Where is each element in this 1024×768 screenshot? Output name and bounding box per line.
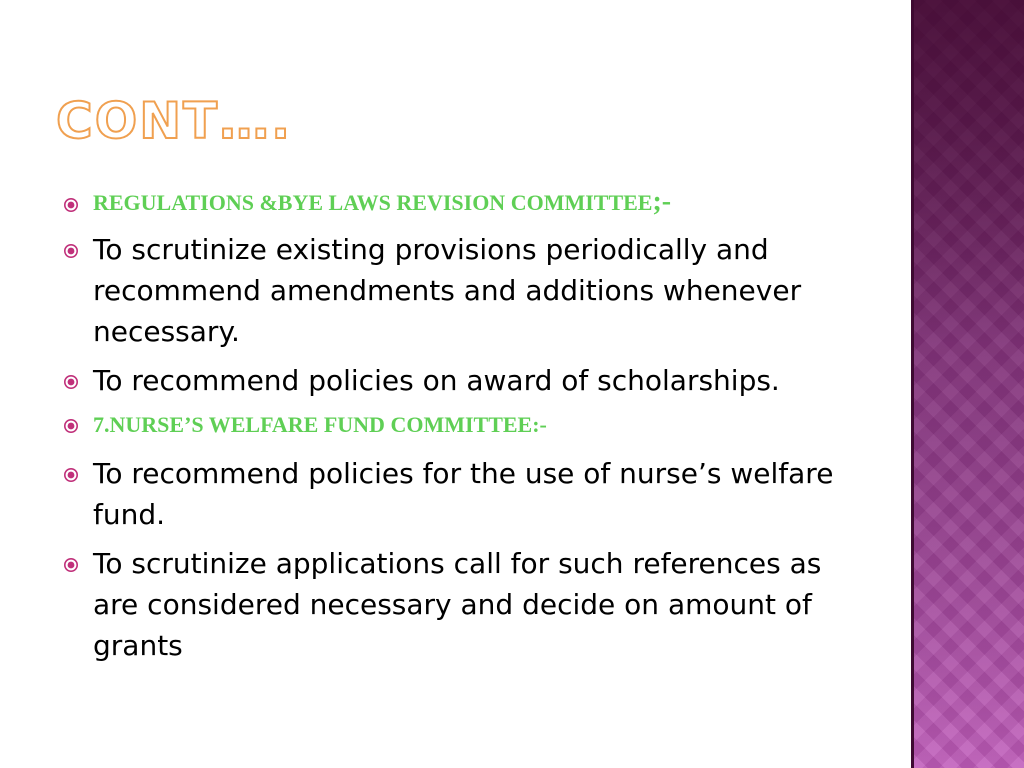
slide-title: CONT…. <box>56 92 293 150</box>
circle-bullet-icon <box>63 418 79 434</box>
list-item <box>60 360 860 401</box>
bullet-list <box>60 186 860 674</box>
bullet-text: To recommend policies for the use of nurse’s welfare fund. <box>93 457 834 531</box>
bullet-text: To scrutinize applications call for such references as are considered necessary and decide on amount of grants <box>93 547 822 662</box>
bullet-text: To scrutinize existing provisions periodically and recommend amendments and additions whenever necessary. <box>93 233 802 348</box>
list-item <box>60 186 860 219</box>
heading-suffix: ;- <box>652 186 672 217</box>
list-item <box>60 229 860 352</box>
circle-bullet-icon <box>63 197 79 213</box>
decorative-side-band <box>911 0 1024 768</box>
circle-bullet-icon <box>63 374 79 390</box>
circle-bullet-icon <box>63 467 79 483</box>
list-item <box>60 453 860 535</box>
committee-heading: 7.NURSE’S WELFARE FUND COMMITTEE:- <box>93 412 547 437</box>
list-item <box>60 409 860 441</box>
list-item <box>60 543 860 666</box>
circle-bullet-icon <box>63 557 79 573</box>
circle-bullet-icon <box>63 243 79 259</box>
bullet-text: To recommend policies on award of scholarships. <box>93 364 780 397</box>
committee-heading: REGULATIONS &BYE LAWS REVISION COMMITTEE <box>93 190 653 215</box>
